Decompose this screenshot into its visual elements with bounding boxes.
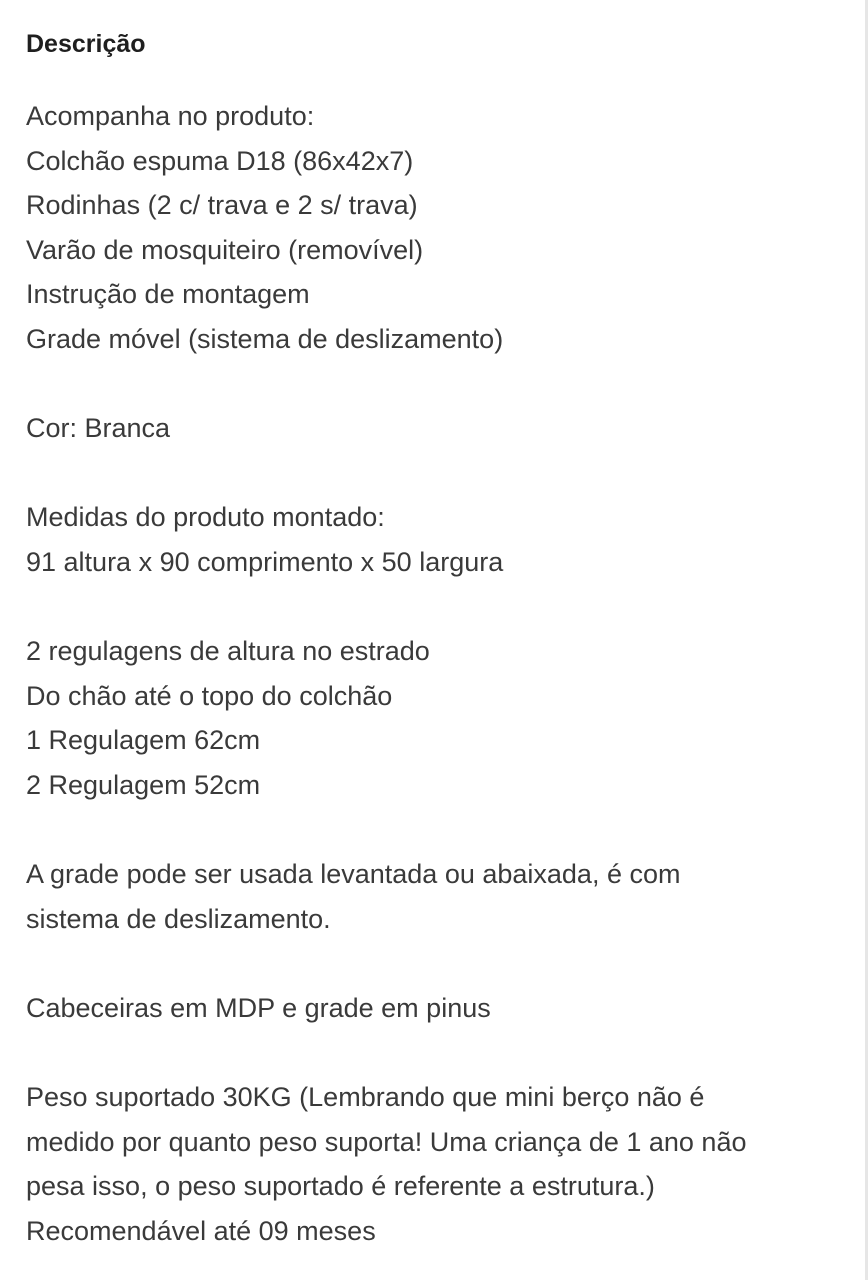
description-line: Medidas do produto montado: bbox=[26, 502, 385, 533]
description-line: Rodinhas (2 c/ trava e 2 s/ trava) bbox=[26, 190, 418, 221]
paragraph-gap bbox=[26, 941, 842, 986]
description-line: 1 Regulagem 62cm bbox=[26, 725, 261, 756]
description-line: Cor: Branca bbox=[26, 413, 171, 444]
paragraph-gap bbox=[26, 1030, 842, 1075]
description-line: 2 Regulagem 52cm bbox=[26, 769, 261, 800]
paragraph-gap bbox=[26, 451, 842, 496]
description-line: Instrução de montagem bbox=[26, 279, 310, 310]
description-line: medido por quanto peso suporta! Uma criança de 1 ano não bbox=[26, 1126, 747, 1157]
description-line: Recomendável até 09 meses bbox=[26, 1215, 376, 1246]
paragraph-gap bbox=[26, 585, 842, 630]
description-line: Grade móvel (sistema de deslizamento) bbox=[26, 323, 504, 354]
description-line: A grade pode ser usada levantada ou abaixada, é com bbox=[26, 859, 681, 890]
paragraph-gap bbox=[26, 808, 842, 853]
description-line: Colchão espuma D18 (86x42x7) bbox=[26, 145, 414, 176]
description-line: Do chão até o topo do colchão bbox=[26, 680, 393, 711]
description-line: 2 regulagens de altura no estrado bbox=[26, 636, 430, 667]
description-body bbox=[26, 94, 842, 1253]
description-title: Descrição bbox=[26, 30, 146, 58]
paragraph-gap bbox=[26, 362, 842, 407]
description-line: Acompanha no produto: bbox=[26, 101, 315, 131]
description-line: 91 altura x 90 comprimento x 50 largura bbox=[26, 546, 504, 577]
description-line: Peso suportado 30KG (Lembrando que mini berço não é bbox=[26, 1082, 705, 1113]
description-line: Cabeceiras em MDP e grade em pinus bbox=[26, 992, 491, 1023]
description-line: sistema de deslizamento. bbox=[26, 903, 331, 934]
description-line: Varão de mosquiteiro (removível) bbox=[26, 234, 424, 265]
description-line: pesa isso, o peso suportado é referente a estrutura.) bbox=[26, 1171, 655, 1202]
